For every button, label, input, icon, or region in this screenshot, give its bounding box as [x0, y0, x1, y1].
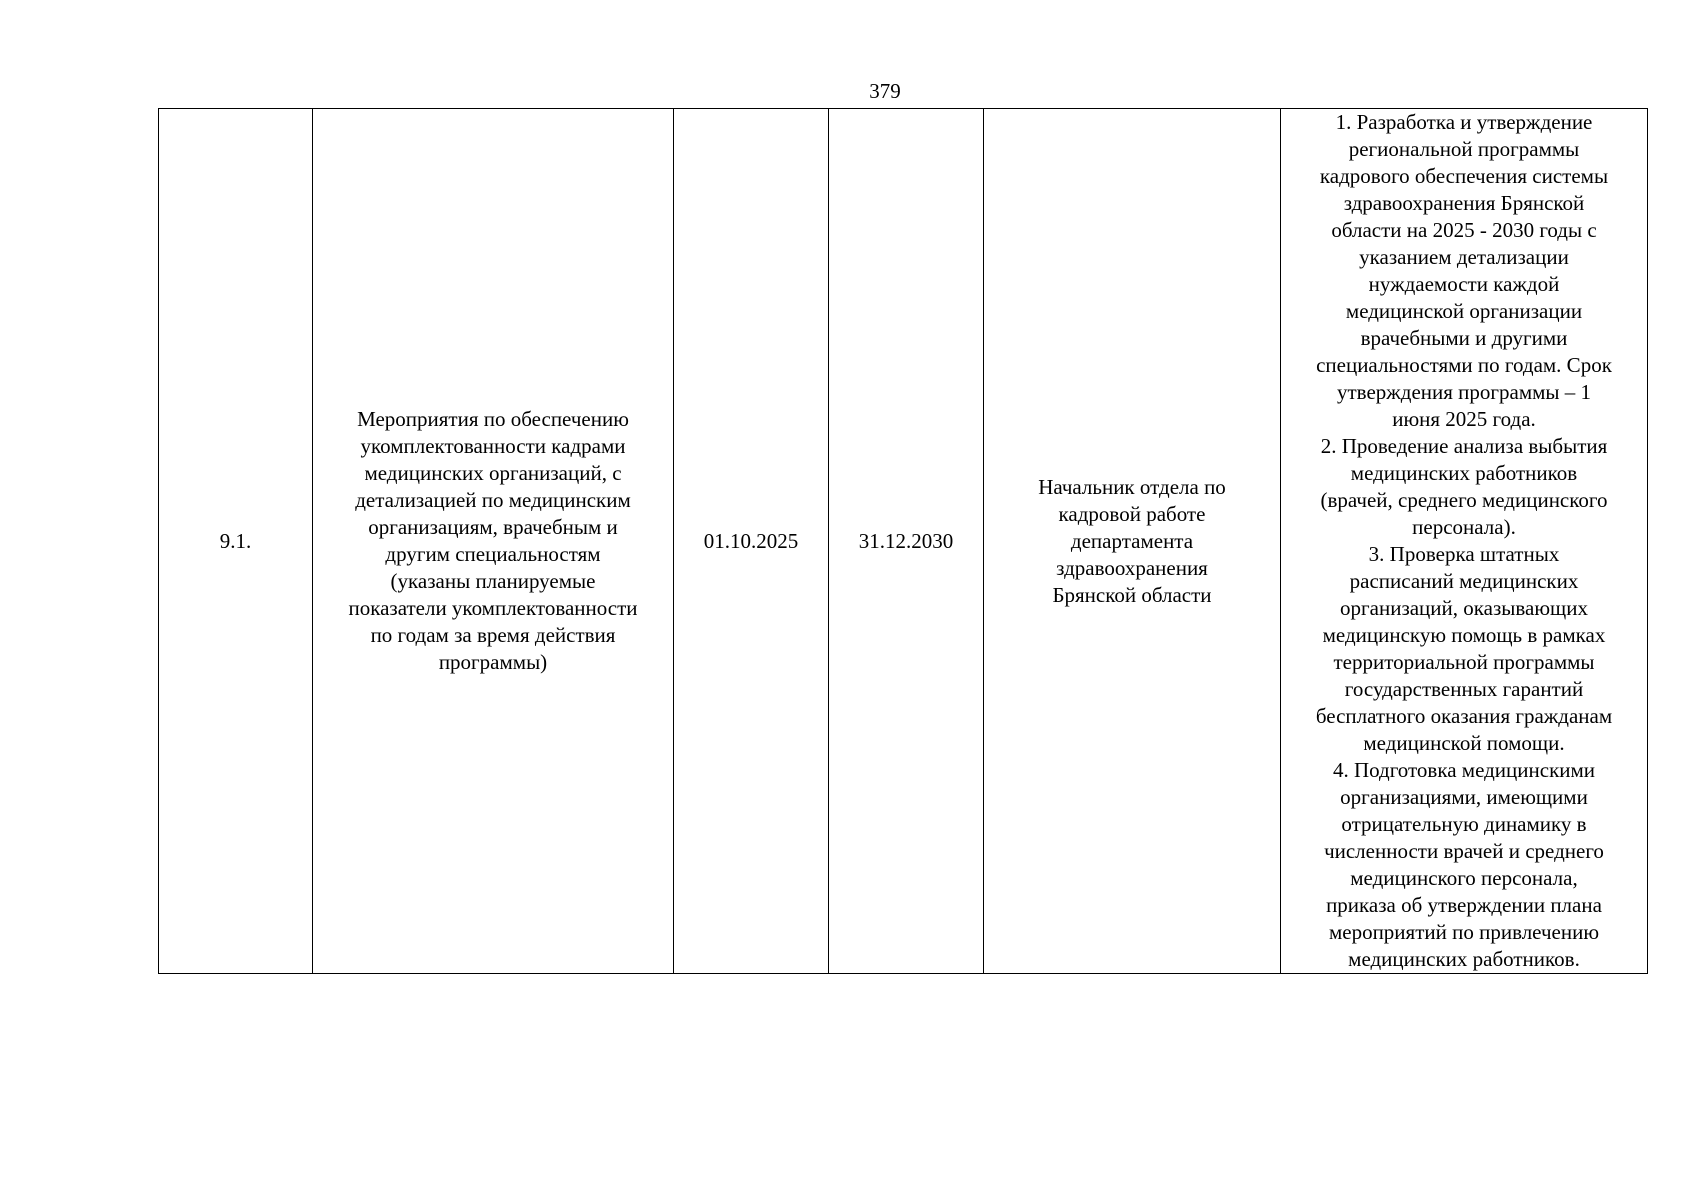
- result-line: медицинской организации: [1345, 299, 1583, 323]
- result-line: (врачей, среднего медицинского: [1320, 488, 1608, 512]
- responsible-line: Начальник отдела по: [1038, 474, 1226, 499]
- result-line: персонала).: [1412, 515, 1516, 539]
- result-line: территориальной программы: [1333, 650, 1595, 674]
- result-line: кадрового обеспечения системы: [1319, 164, 1609, 188]
- result-line: нуждаемости каждой: [1368, 272, 1560, 296]
- result-line: медицинских работников.: [1348, 947, 1580, 971]
- result-line: бесплатного оказания гражданам: [1315, 704, 1613, 728]
- event-line: другим специальностям: [385, 542, 601, 566]
- result-line: указанием детализации: [1359, 245, 1569, 269]
- result-line: приказа об утверждении плана: [1326, 893, 1602, 917]
- result-line: области на 2025 - 2030 годы с: [1331, 218, 1597, 242]
- responsible-line: здравоохранения: [1056, 555, 1208, 580]
- expected-result-cell: [1281, 109, 1648, 974]
- responsible-cell: [984, 109, 1281, 974]
- event-line: программы): [438, 650, 548, 674]
- responsible-line: департамента: [1070, 528, 1194, 553]
- event-line: детализацией по медицинским: [355, 488, 631, 512]
- event-line: Мероприятия по обеспечению: [357, 407, 629, 431]
- result-line: государственных гарантий: [1344, 677, 1584, 701]
- responsible-line: кадровой работе: [1058, 501, 1206, 526]
- responsible-line: Брянской области: [1052, 582, 1212, 607]
- result-line: 1. Разработка и утверждение: [1335, 110, 1593, 134]
- result-line: организаций, оказывающих: [1340, 596, 1588, 620]
- event-line: (указаны планируемые: [390, 569, 596, 593]
- result-line: региональной программы: [1348, 137, 1580, 161]
- end-date-cell: 31.12.2030: [829, 109, 984, 974]
- result-line: расписаний медицинских: [1349, 569, 1579, 593]
- event-line: показатели укомплектованности: [348, 596, 638, 620]
- start-date-cell: 01.10.2025: [674, 109, 829, 974]
- table-row: [159, 109, 1648, 974]
- event-line: по годам за время действия: [370, 623, 616, 647]
- activity-table: [158, 108, 1648, 974]
- result-line: организациями, имеющими: [1340, 785, 1588, 809]
- result-line: врачебными и другими: [1360, 326, 1568, 350]
- result-line: медицинских работников: [1350, 461, 1578, 485]
- result-line: 2. Проведение анализа выбытия: [1320, 434, 1608, 458]
- result-line: отрицательную динамику в: [1341, 812, 1587, 836]
- event-line: медицинских организаций, с: [364, 461, 622, 485]
- result-line: утверждения программы – 1: [1336, 380, 1592, 404]
- result-line: медицинского персонала,: [1350, 866, 1578, 890]
- item-number-cell: 9.1.: [159, 109, 313, 974]
- event-line: укомплектованности кадрами: [360, 434, 626, 458]
- result-line: медицинскую помощь в рамках: [1322, 623, 1606, 647]
- result-line: июня 2025 года.: [1392, 407, 1536, 431]
- result-line: здравоохранения Брянской: [1343, 191, 1585, 215]
- result-line: медицинской помощи.: [1363, 731, 1565, 755]
- event-line: организациям, врачебным и: [368, 515, 618, 539]
- result-line: специальностями по годам. Срок: [1316, 353, 1612, 377]
- result-line: 4. Подготовка медицинскими: [1332, 758, 1596, 782]
- event-description-cell: [313, 109, 674, 974]
- result-line: 3. Проверка штатных: [1368, 542, 1560, 566]
- result-line: мероприятий по привлечению: [1328, 920, 1600, 944]
- result-line: численности врачей и среднего: [1324, 839, 1604, 863]
- page-number: 379: [869, 79, 901, 103]
